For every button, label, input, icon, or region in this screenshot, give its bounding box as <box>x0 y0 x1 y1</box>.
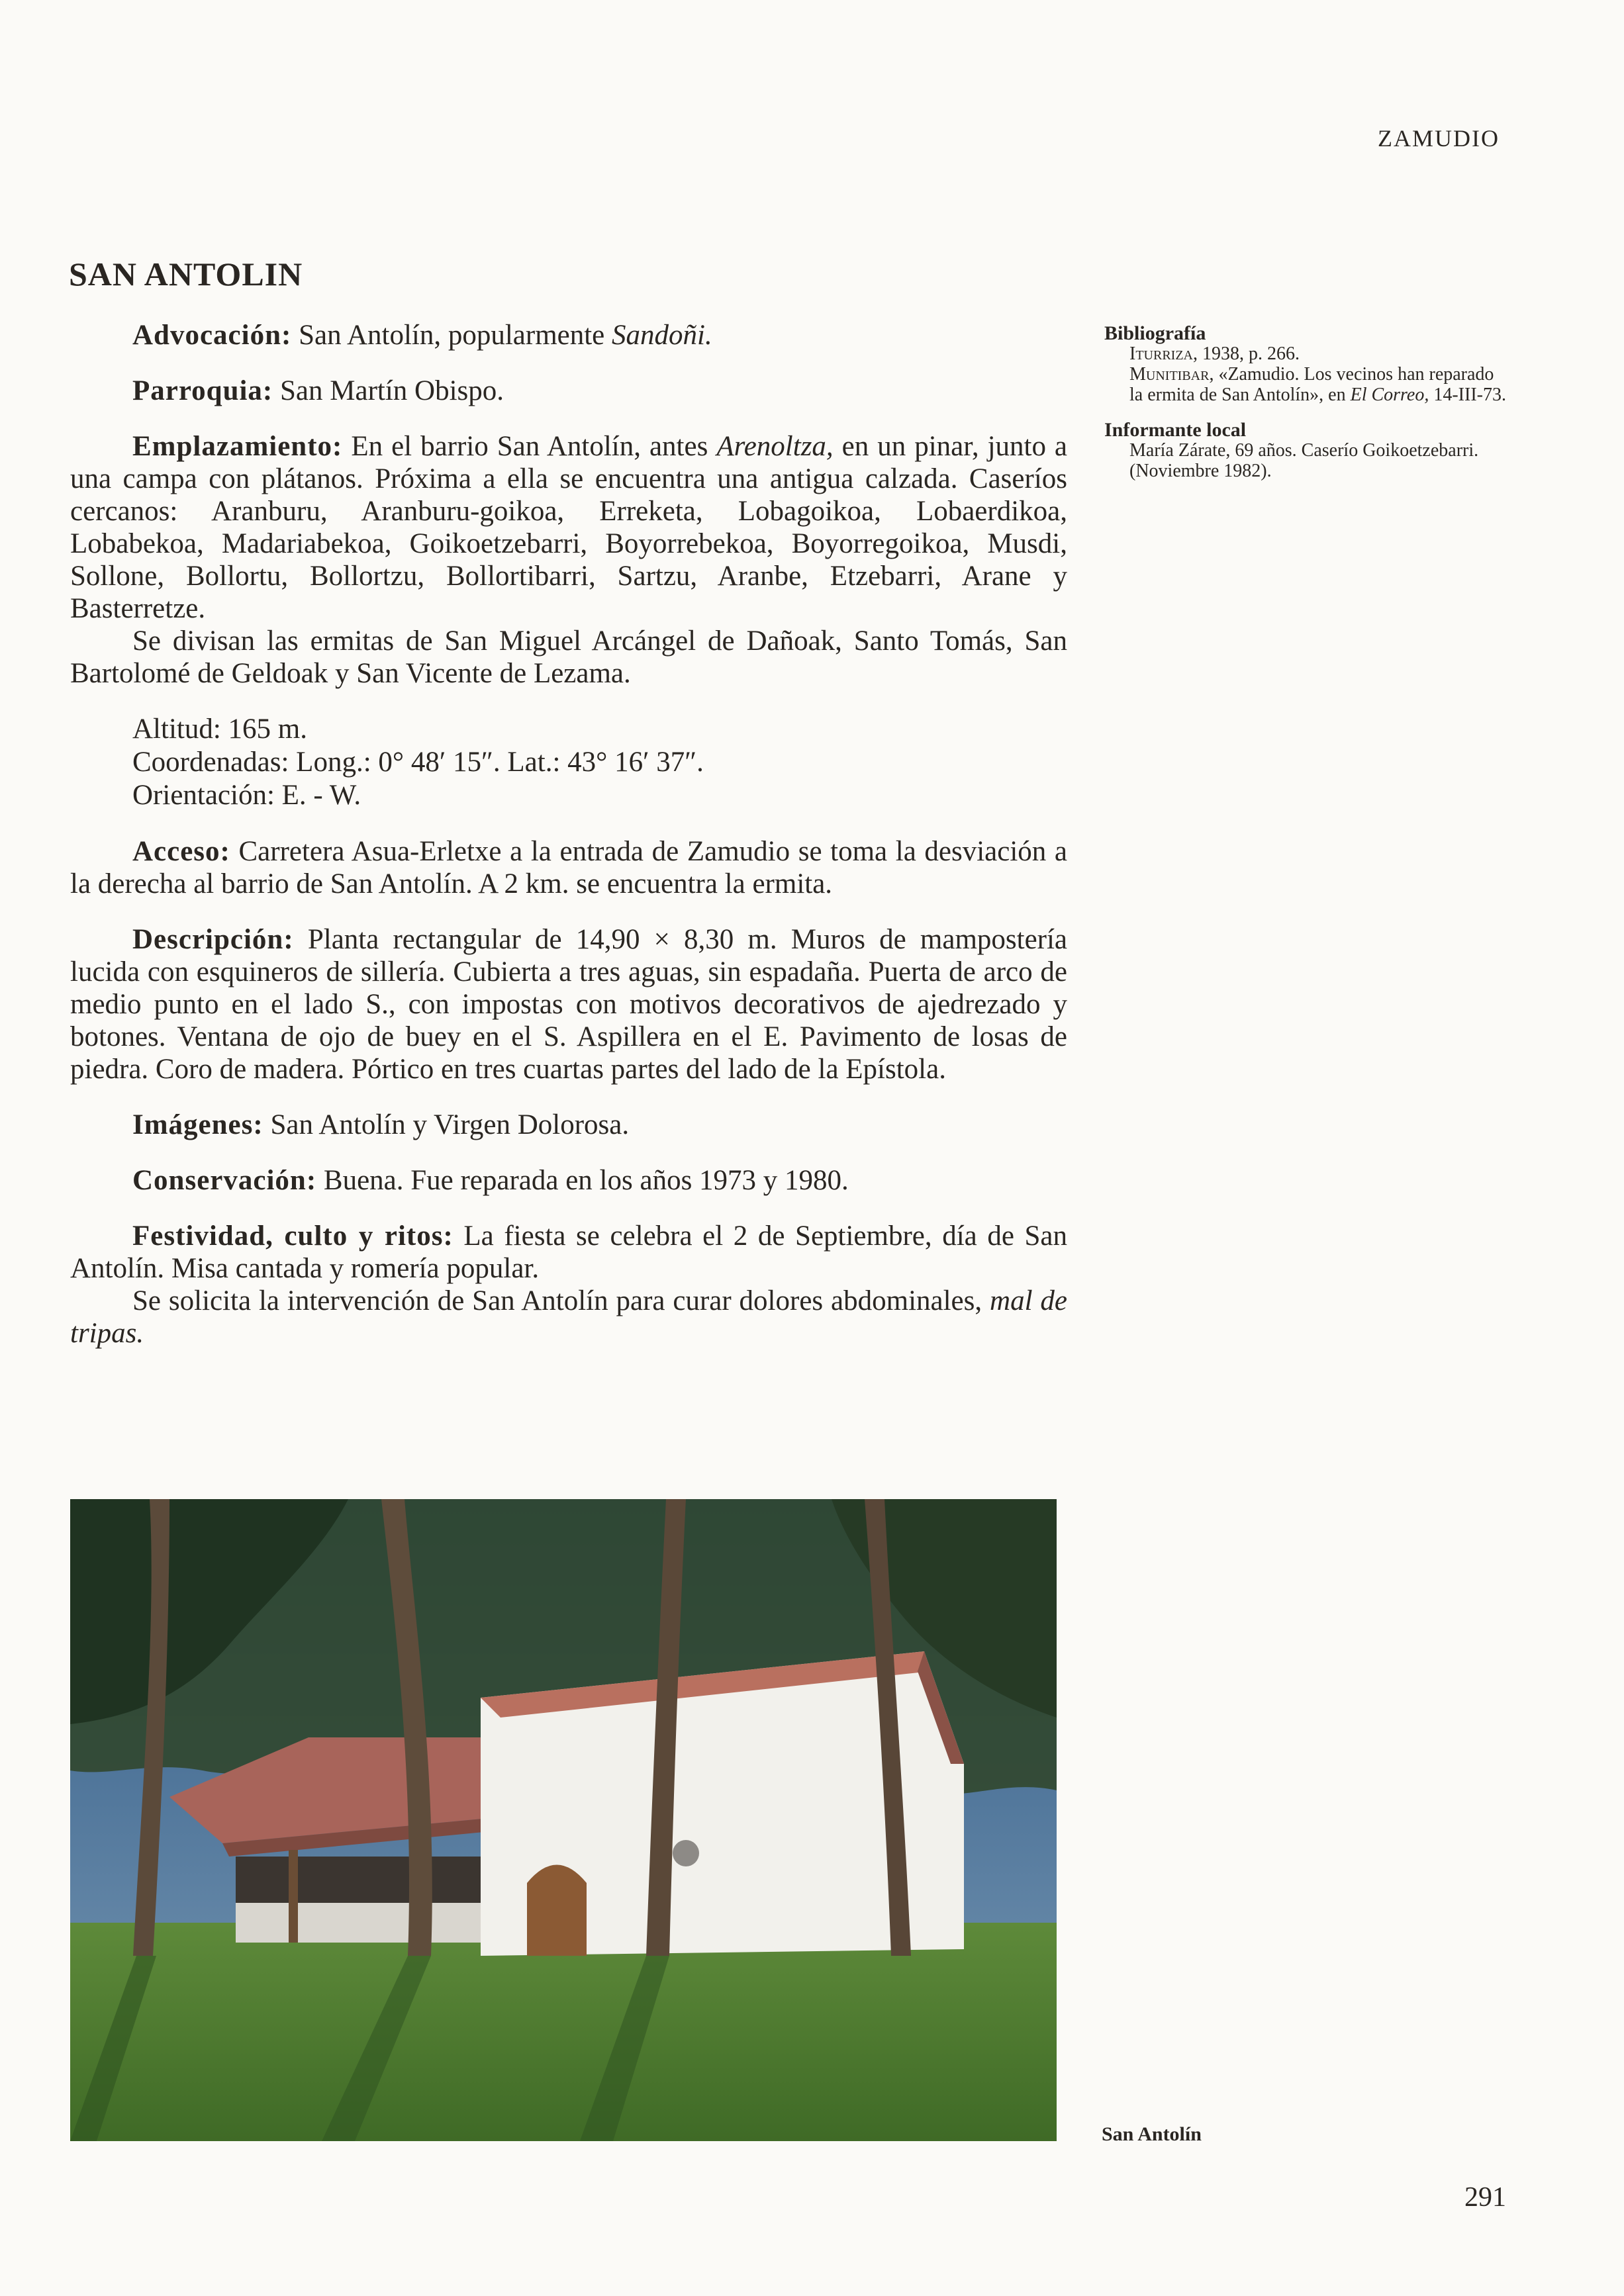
conservacion-paragraph <box>70 1164 1067 1197</box>
festividad-text: La fiesta se celebra el 2 de Septiembre, día de San Antolín. Misa cantada y romería popular. <box>70 1220 1067 1284</box>
descripcion-label: Descripción: <box>132 924 294 955</box>
festividad-paragraph-2 <box>70 1285 1067 1350</box>
festividad-paragraph <box>70 1220 1067 1285</box>
emplazamiento-ermitas: Se divisan las ermitas de San Miguel Arcángel de Dañoak, Santo Tomás, San Bartolomé de Geldoak y San Vicente de Lezama. <box>70 625 1067 689</box>
altitud: Altitud: 165 m. <box>132 713 307 745</box>
acceso-paragraph <box>70 835 1067 900</box>
advocacion-paragraph <box>70 319 1067 351</box>
bibliografia-author-1: Iturriza <box>1129 344 1193 364</box>
photo-caption: San Antolín <box>1102 2123 1202 2145</box>
emplazamiento-text-cont: en un pinar, junto a una campa con plátanos. Próxima a ella se encuentra una antigua calzada. Caseríos cercanos: Aranburu, Aranburu-goikoa, Erreketa, Lobagoikoa, Lobaerdikoa, Lobabekoa, Madariabekoa, Goikoetzebarri, Boyorrebekoa, Boyorregoikoa, Musdi, Sollone, Bollortu, Bollortzu, Bollortibarri, Sartzu, Aranbe, Etzebarri, Arane y Basterretze. <box>70 431 1068 624</box>
descripcion-paragraph <box>70 923 1067 1085</box>
running-head: ZAMUDIO <box>1378 125 1500 152</box>
parroquia-paragraph <box>70 375 1067 407</box>
festividad-italic: mal de tripas. <box>70 1285 1067 1349</box>
hermitage-photo <box>70 1499 1057 2141</box>
imagenes-paragraph <box>70 1109 1067 1141</box>
festividad-text-2: Se solicita la intervención de San Antolín para curar dolores abdominales, <box>132 1285 982 1316</box>
bibliografia-entry-2 <box>1104 364 1508 405</box>
bibliografia-heading: Bibliografía <box>1104 322 1206 344</box>
conservacion-text: Buena. Fue reparada en los años 1973 y 1980. <box>323 1165 849 1196</box>
imagenes-label: Imágenes: <box>132 1109 263 1140</box>
advocacion-label: Advocación: <box>132 320 292 351</box>
descripcion-text: Planta rectangular de 14,90 × 8,30 m. Muros de mampostería lucida con esquineros de sillería. Cubierta a tres aguas, sin espadaña. Puerta de arco de medio punto en el lado S., con impostas con motivos decorativos de ajedrezado y botones. Ventana de ojo de buey en el S. Aspillera en el E. Pavimento de losas de piedra. Coro de madera. Pórtico en tres cuartas partes del lado de la Epístola. <box>70 924 1068 1085</box>
bibliografia-block <box>1104 323 1508 405</box>
advocacion-italic: Sandoñi. <box>612 320 712 351</box>
emplazamiento-label: Emplazamiento: <box>132 431 343 462</box>
informante-block <box>1104 420 1508 481</box>
acceso-text: Carretera Asua-Erletxe a la entrada de Zamudio se toma la desviación a la derecha al barrio de San Antolín. A 2 km. se encuentra la ermita. <box>70 836 1067 899</box>
sidebar-notes <box>1104 323 1508 496</box>
festividad-label: Festividad, culto y ritos: <box>132 1220 454 1252</box>
emplazamiento-paragraph <box>70 430 1067 625</box>
location-data <box>70 713 1067 812</box>
bibliografia-author-2: Munitibar <box>1129 364 1210 385</box>
parroquia-label: Parroquia: <box>132 375 273 406</box>
hermitage-photo-illustration <box>70 1499 1057 2141</box>
emplazamiento-italic: Arenoltza, <box>716 431 834 462</box>
bibliografia-date-2: 14-III-73. <box>1433 385 1506 405</box>
bibliografia-ref-2: , «Zamudio. Los vecinos han reparado la ermita de San Antolín», en <box>1129 364 1494 405</box>
informante-heading: Informante local <box>1104 419 1247 441</box>
acceso-label: Acceso: <box>132 836 230 867</box>
parroquia-text: San Martín Obispo. <box>280 375 504 406</box>
advocacion-text: San Antolín, popularmente <box>299 320 605 351</box>
emplazamiento-text: En el barrio San Antolín, antes <box>351 431 708 462</box>
conservacion-label: Conservación: <box>132 1165 317 1196</box>
main-text <box>70 319 1067 1350</box>
imagenes-text: San Antolín y Virgen Dolorosa. <box>270 1109 630 1140</box>
page-title: SAN ANTOLIN <box>69 255 303 293</box>
bibliografia-source-2: El Correo, <box>1350 385 1429 405</box>
informante-text: María Zárate, 69 años. Caserío Goikoetzebarri. (Noviembre 1982). <box>1129 440 1479 481</box>
orientacion: Orientación: E. - W. <box>132 780 361 811</box>
page-number: 291 <box>1464 2182 1506 2213</box>
bibliografia-entry-1 <box>1104 344 1508 364</box>
coordenadas: Coordenadas: Long.: 0° 48′ 15″. Lat.: 43° 16′ 37″. <box>132 747 704 778</box>
bibliografia-ref-1: , 1938, p. 266. <box>1192 344 1300 364</box>
